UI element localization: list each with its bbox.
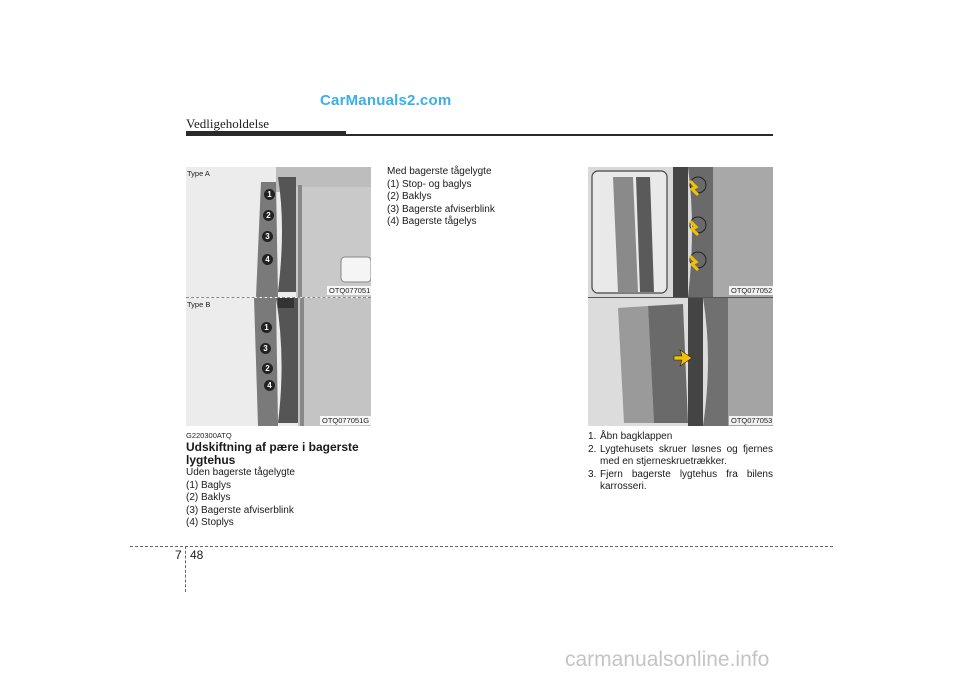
list-item: (3) Bagerste afviserblink bbox=[387, 203, 495, 215]
figure-type-b-code: OTQ077051G bbox=[322, 416, 370, 425]
lamp-removal-illustration bbox=[588, 298, 773, 426]
list-item: (4) Bagerste tågelys bbox=[387, 216, 477, 227]
list-item: (2) Baklys bbox=[186, 492, 231, 503]
list-item: (4) Stoplys bbox=[186, 517, 234, 528]
left-column-list bbox=[186, 467, 371, 530]
callout-badge: 3 bbox=[262, 231, 273, 242]
step-item bbox=[588, 469, 773, 494]
watermark-top: CarManuals2.com bbox=[320, 92, 452, 109]
step-text: Åbn bagklappen bbox=[600, 431, 673, 442]
list-subheading: Med bagerste tågelygte bbox=[387, 166, 492, 177]
figure-type-a-code: OTQ077051 bbox=[329, 286, 371, 295]
step-item bbox=[588, 444, 773, 469]
callout-badge: 2 bbox=[263, 210, 274, 221]
list-item: (1) Stop- og baglys bbox=[387, 178, 472, 190]
figure-lamp-removal bbox=[588, 298, 773, 426]
right-column-steps bbox=[588, 431, 773, 494]
figure-type-a bbox=[186, 167, 371, 297]
chapter-number: 7 bbox=[175, 548, 182, 562]
list-subheading: Uden bagerste tågelygte bbox=[186, 467, 295, 478]
step-number: 2. bbox=[588, 443, 597, 455]
footer-divider bbox=[185, 546, 186, 592]
footer-rule bbox=[130, 546, 833, 547]
middle-column-list bbox=[387, 166, 572, 229]
step-number: 3. bbox=[588, 468, 597, 480]
step-text: Lygtehusets skruer løsnes og fjernes med en stjerneskruetrækker. bbox=[600, 443, 773, 467]
callout-badge: 1 bbox=[261, 322, 272, 333]
section-title: Udskiftning af pære i bagerste lygtehus bbox=[186, 440, 359, 467]
tail-lamp-illustration-a bbox=[186, 167, 371, 297]
list-item: (1) Baglys bbox=[186, 479, 232, 491]
page-number: 48 bbox=[190, 548, 204, 562]
figure-screws-code: OTQ077052 bbox=[731, 286, 773, 295]
screw-removal-illustration bbox=[588, 167, 773, 297]
figure-lamp-removal-code: OTQ077053 bbox=[731, 416, 773, 425]
figure-type-b-label: Type B bbox=[187, 300, 211, 309]
header-rule bbox=[186, 134, 773, 136]
callout-badge: 2 bbox=[262, 363, 273, 374]
figure-type-a-label: Type A bbox=[187, 169, 210, 178]
step-number: 1. bbox=[588, 431, 597, 442]
tail-lamp-illustration-b bbox=[186, 298, 371, 426]
figure-screws bbox=[588, 167, 773, 297]
watermark-bottom: carmanualsonline.info bbox=[565, 648, 770, 671]
callout-badge: 4 bbox=[262, 254, 273, 265]
section-code: G220300ATQ bbox=[186, 431, 232, 440]
callout-badge: 3 bbox=[260, 343, 271, 354]
figure-type-b bbox=[186, 298, 371, 426]
section-header-title: Vedligeholdelse bbox=[186, 116, 270, 131]
list-item: (2) Baklys bbox=[387, 191, 432, 202]
callout-badge: 4 bbox=[264, 380, 275, 391]
list-item: (3) Bagerste afviserblink bbox=[186, 504, 294, 516]
step-item bbox=[588, 431, 773, 444]
step-text: Fjern bagerste lygtehus fra bilens karrosseri. bbox=[600, 468, 773, 492]
callout-badge: 1 bbox=[264, 189, 275, 200]
